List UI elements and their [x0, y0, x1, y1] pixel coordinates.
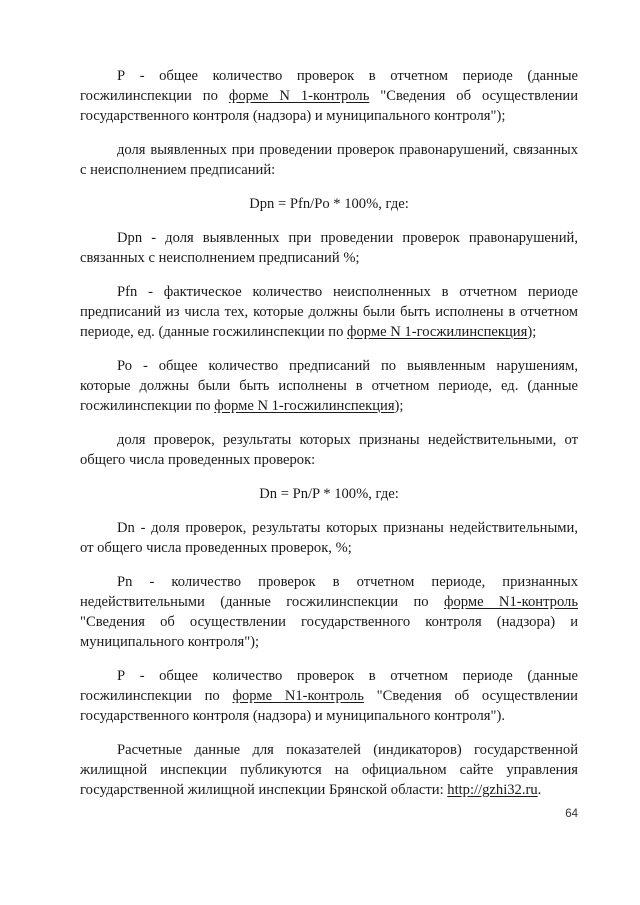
document-body — [80, 66, 578, 814]
paragraph-text: "Сведения об осуществлении государственного контроля (надзора) и муниципального контроля"); — [80, 614, 578, 650]
paragraph — [80, 282, 578, 342]
paragraph-text: Р - общее количество проверок в отчетном периоде (данные госжилинспекции по — [80, 668, 578, 704]
paragraph-text: Pn - количество проверок в отчетном периоде, признанных недействительными (данные госжилинспекции по — [80, 574, 578, 610]
formula-line — [80, 194, 578, 214]
paragraph-text: . — [537, 782, 542, 798]
paragraph-text: Dn - доля проверок, результаты которых признаны недействительными, от общего числа проведенных проверок, %; — [80, 520, 578, 556]
paragraph — [80, 66, 578, 126]
paragraph — [80, 572, 578, 652]
page-number: 64 — [565, 808, 578, 820]
paragraph-text: Ро - общее количество предписаний по выявленным нарушениям, которые должны были быть исполнены в отчетном периоде, ед. (данные госжилинспекции по — [80, 358, 578, 414]
document-link[interactable]: форме N 1-контроль — [228, 88, 370, 104]
document-link[interactable]: форме N 1-госжилинспекция — [214, 398, 395, 414]
paragraph-text: ); — [527, 324, 537, 340]
paragraph — [80, 140, 578, 180]
paragraph-text: доля проверок, результаты которых признаны недействительными, от общего числа проведенных проверок: — [80, 432, 578, 468]
document-link[interactable]: форме N 1-госжилинспекция — [347, 324, 528, 340]
document-link[interactable]: форме N1-контроль — [444, 594, 578, 610]
paragraph-text: доля выявленных при проведении проверок правонарушений, связанных с неисполнением предписаний: — [80, 142, 578, 178]
paragraph — [80, 518, 578, 558]
paragraph — [80, 228, 578, 268]
formula-line — [80, 484, 578, 504]
paragraph — [80, 666, 578, 726]
paragraph-text: Dpn - доля выявленных при проведении проверок правонарушений, связанных с неисполнением предписаний %; — [80, 230, 578, 266]
paragraph-text: ); — [394, 398, 404, 414]
paragraph-text: Dpn = Pfn/Po * 100%, где: — [249, 196, 409, 212]
paragraph — [80, 356, 578, 416]
paragraph-text: "Сведения об осуществлении государственного контроля (надзора) и муниципального контроля"). — [80, 688, 578, 724]
paragraph-text: "Сведения об осуществлении государственного контроля (надзора) и муниципального контроля"); — [80, 88, 579, 124]
paragraph-text: Pfn - фактическое количество неисполненных в отчетном периоде предписаний из числа тех, которые должны были быть исполнены в отчетном периоде, ед. (данные госжилинспекции по — [80, 284, 578, 340]
paragraph — [80, 740, 578, 800]
paragraph-text: Dn = Pn/P * 100%, где: — [259, 486, 399, 502]
paragraph-text: Расчетные данные для показателей (индикаторов) государственной жилищной инспекции публикуются на официальном сайте управления государственной жилищной инспекции Брянской области: — [80, 742, 578, 798]
paragraph — [80, 430, 578, 470]
paragraph-text: Р - общее количество проверок в отчетном периоде (данные госжилинспекции по — [80, 68, 578, 104]
document-link[interactable]: http://gzhi32.ru — [447, 782, 538, 798]
document-link[interactable]: форме N1-контроль — [232, 688, 364, 704]
